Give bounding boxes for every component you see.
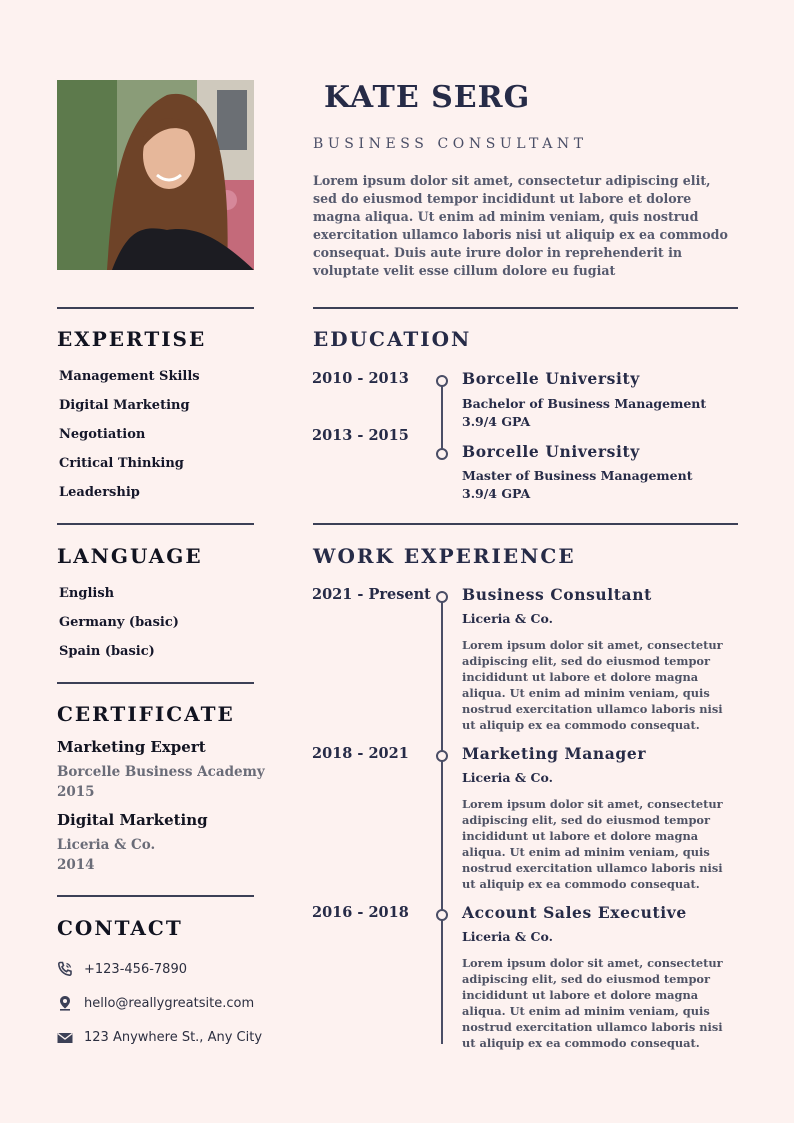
- right-divider: [313, 307, 738, 309]
- location-pin-icon: [57, 995, 73, 1011]
- profile-photo: [57, 80, 254, 270]
- contact-email[interactable]: hello@reallygreatsite.com: [84, 996, 255, 1011]
- education-school: Borcelle University: [462, 369, 640, 388]
- education-dates: 2013 - 2015: [312, 427, 409, 444]
- language-heading: LANGUAGE: [57, 544, 203, 568]
- work-description: Lorem ipsum dolor sit amet, consectetur adipiscing elit, sed do eiusmod tempor incididunt ut labore et dolore magna aliqua. Ut enim ad minim veniam, quis nostrud exercitation ullamco laboris nisi ut aliquip ex ea commodo consequat.: [462, 797, 723, 891]
- certificate-name: Digital Marketing: [57, 811, 208, 829]
- expertise-item: Leadership: [59, 485, 140, 500]
- expertise-item: Management Skills: [59, 369, 200, 384]
- education-degree: Bachelor of Business Management: [462, 396, 707, 411]
- timeline-dot: [436, 591, 448, 603]
- work-company: Liceria & Co.: [462, 929, 553, 944]
- education-heading: EDUCATION: [313, 327, 472, 351]
- work-dates: 2021 - Present: [312, 586, 431, 603]
- language-item: Spain (basic): [59, 644, 155, 659]
- candidate-role: BUSINESS CONSULTANT: [313, 136, 588, 152]
- certificate-org: Borcelle Business Academy: [57, 764, 265, 780]
- work-position: Marketing Manager: [462, 744, 647, 763]
- right-divider: [313, 523, 738, 525]
- work-dates: 2016 - 2018: [312, 904, 409, 921]
- education-degree: Master of Business Management: [462, 468, 693, 483]
- work-experience-heading: WORK EXPERIENCE: [313, 544, 576, 568]
- work-description: Lorem ipsum dolor sit amet, consectetur adipiscing elit, sed do eiusmod tempor incididunt ut labore et dolore magna aliqua. Ut enim ad minim veniam, quis nostrud exercitation ullamco laboris nisi ut aliquip ex ea commodo consequat.: [462, 638, 723, 732]
- certificate-year: 2015: [57, 784, 95, 800]
- expertise-item: Negotiation: [59, 427, 146, 442]
- certificate-name: Marketing Expert: [57, 738, 206, 756]
- timeline-dot: [436, 909, 448, 921]
- candidate-name: KATE SERG: [324, 80, 531, 115]
- education-dates: 2010 - 2013: [312, 370, 409, 387]
- expertise-item: Digital Marketing: [59, 398, 190, 413]
- contact-heading: CONTACT: [57, 916, 183, 940]
- work-company: Liceria & Co.: [462, 770, 553, 785]
- profile-summary: Lorem ipsum dolor sit amet, consectetur adipiscing elit, sed do eiusmod tempor incididunt ut labore et dolore magna aliqua. Ut enim ad minim veniam, quis nostrud exercitation ullamco laboris nisi ut aliquip ex ea commodo consequat. Duis aute irure dolor in reprehenderit in voluptate velit esse cillum dolore eu fugiat: [313, 173, 728, 278]
- work-description: Lorem ipsum dolor sit amet, consectetur adipiscing elit, sed do eiusmod tempor incididunt ut labore et dolore magna aliqua. Ut enim ad minim veniam, quis nostrud exercitation ullamco laboris nisi ut aliquip ex ea commodo consequat.: [462, 956, 723, 1050]
- education-timeline: [441, 381, 443, 453]
- language-item: English: [59, 586, 115, 601]
- phone-icon: [57, 961, 73, 977]
- education-gpa: 3.9/4 GPA: [462, 486, 531, 501]
- timeline-dot: [436, 750, 448, 762]
- left-divider: [57, 523, 254, 525]
- envelope-icon: [57, 1030, 73, 1046]
- left-divider: [57, 895, 254, 897]
- certificate-year: 2014: [57, 857, 95, 873]
- portrait-image: [57, 80, 254, 270]
- education-school: Borcelle University: [462, 442, 640, 461]
- work-company: Liceria & Co.: [462, 611, 553, 626]
- expertise-item: Critical Thinking: [59, 456, 184, 471]
- education-gpa: 3.9/4 GPA: [462, 414, 531, 429]
- left-divider: [57, 682, 254, 684]
- language-item: Germany (basic): [59, 615, 179, 630]
- timeline-dot: [436, 448, 448, 460]
- work-position: Business Consultant: [462, 585, 652, 604]
- work-dates: 2018 - 2021: [312, 745, 409, 762]
- certificate-heading: CERTIFICATE: [57, 702, 235, 726]
- left-divider: [57, 307, 254, 309]
- expertise-heading: EXPERTISE: [57, 327, 207, 351]
- work-timeline: [441, 598, 443, 1044]
- contact-address: 123 Anywhere St., Any City: [84, 1030, 263, 1045]
- contact-phone[interactable]: +123-456-7890: [84, 962, 187, 977]
- timeline-dot: [436, 375, 448, 387]
- certificate-org: Liceria & Co.: [57, 837, 156, 853]
- work-position: Account Sales Executive: [462, 903, 687, 922]
